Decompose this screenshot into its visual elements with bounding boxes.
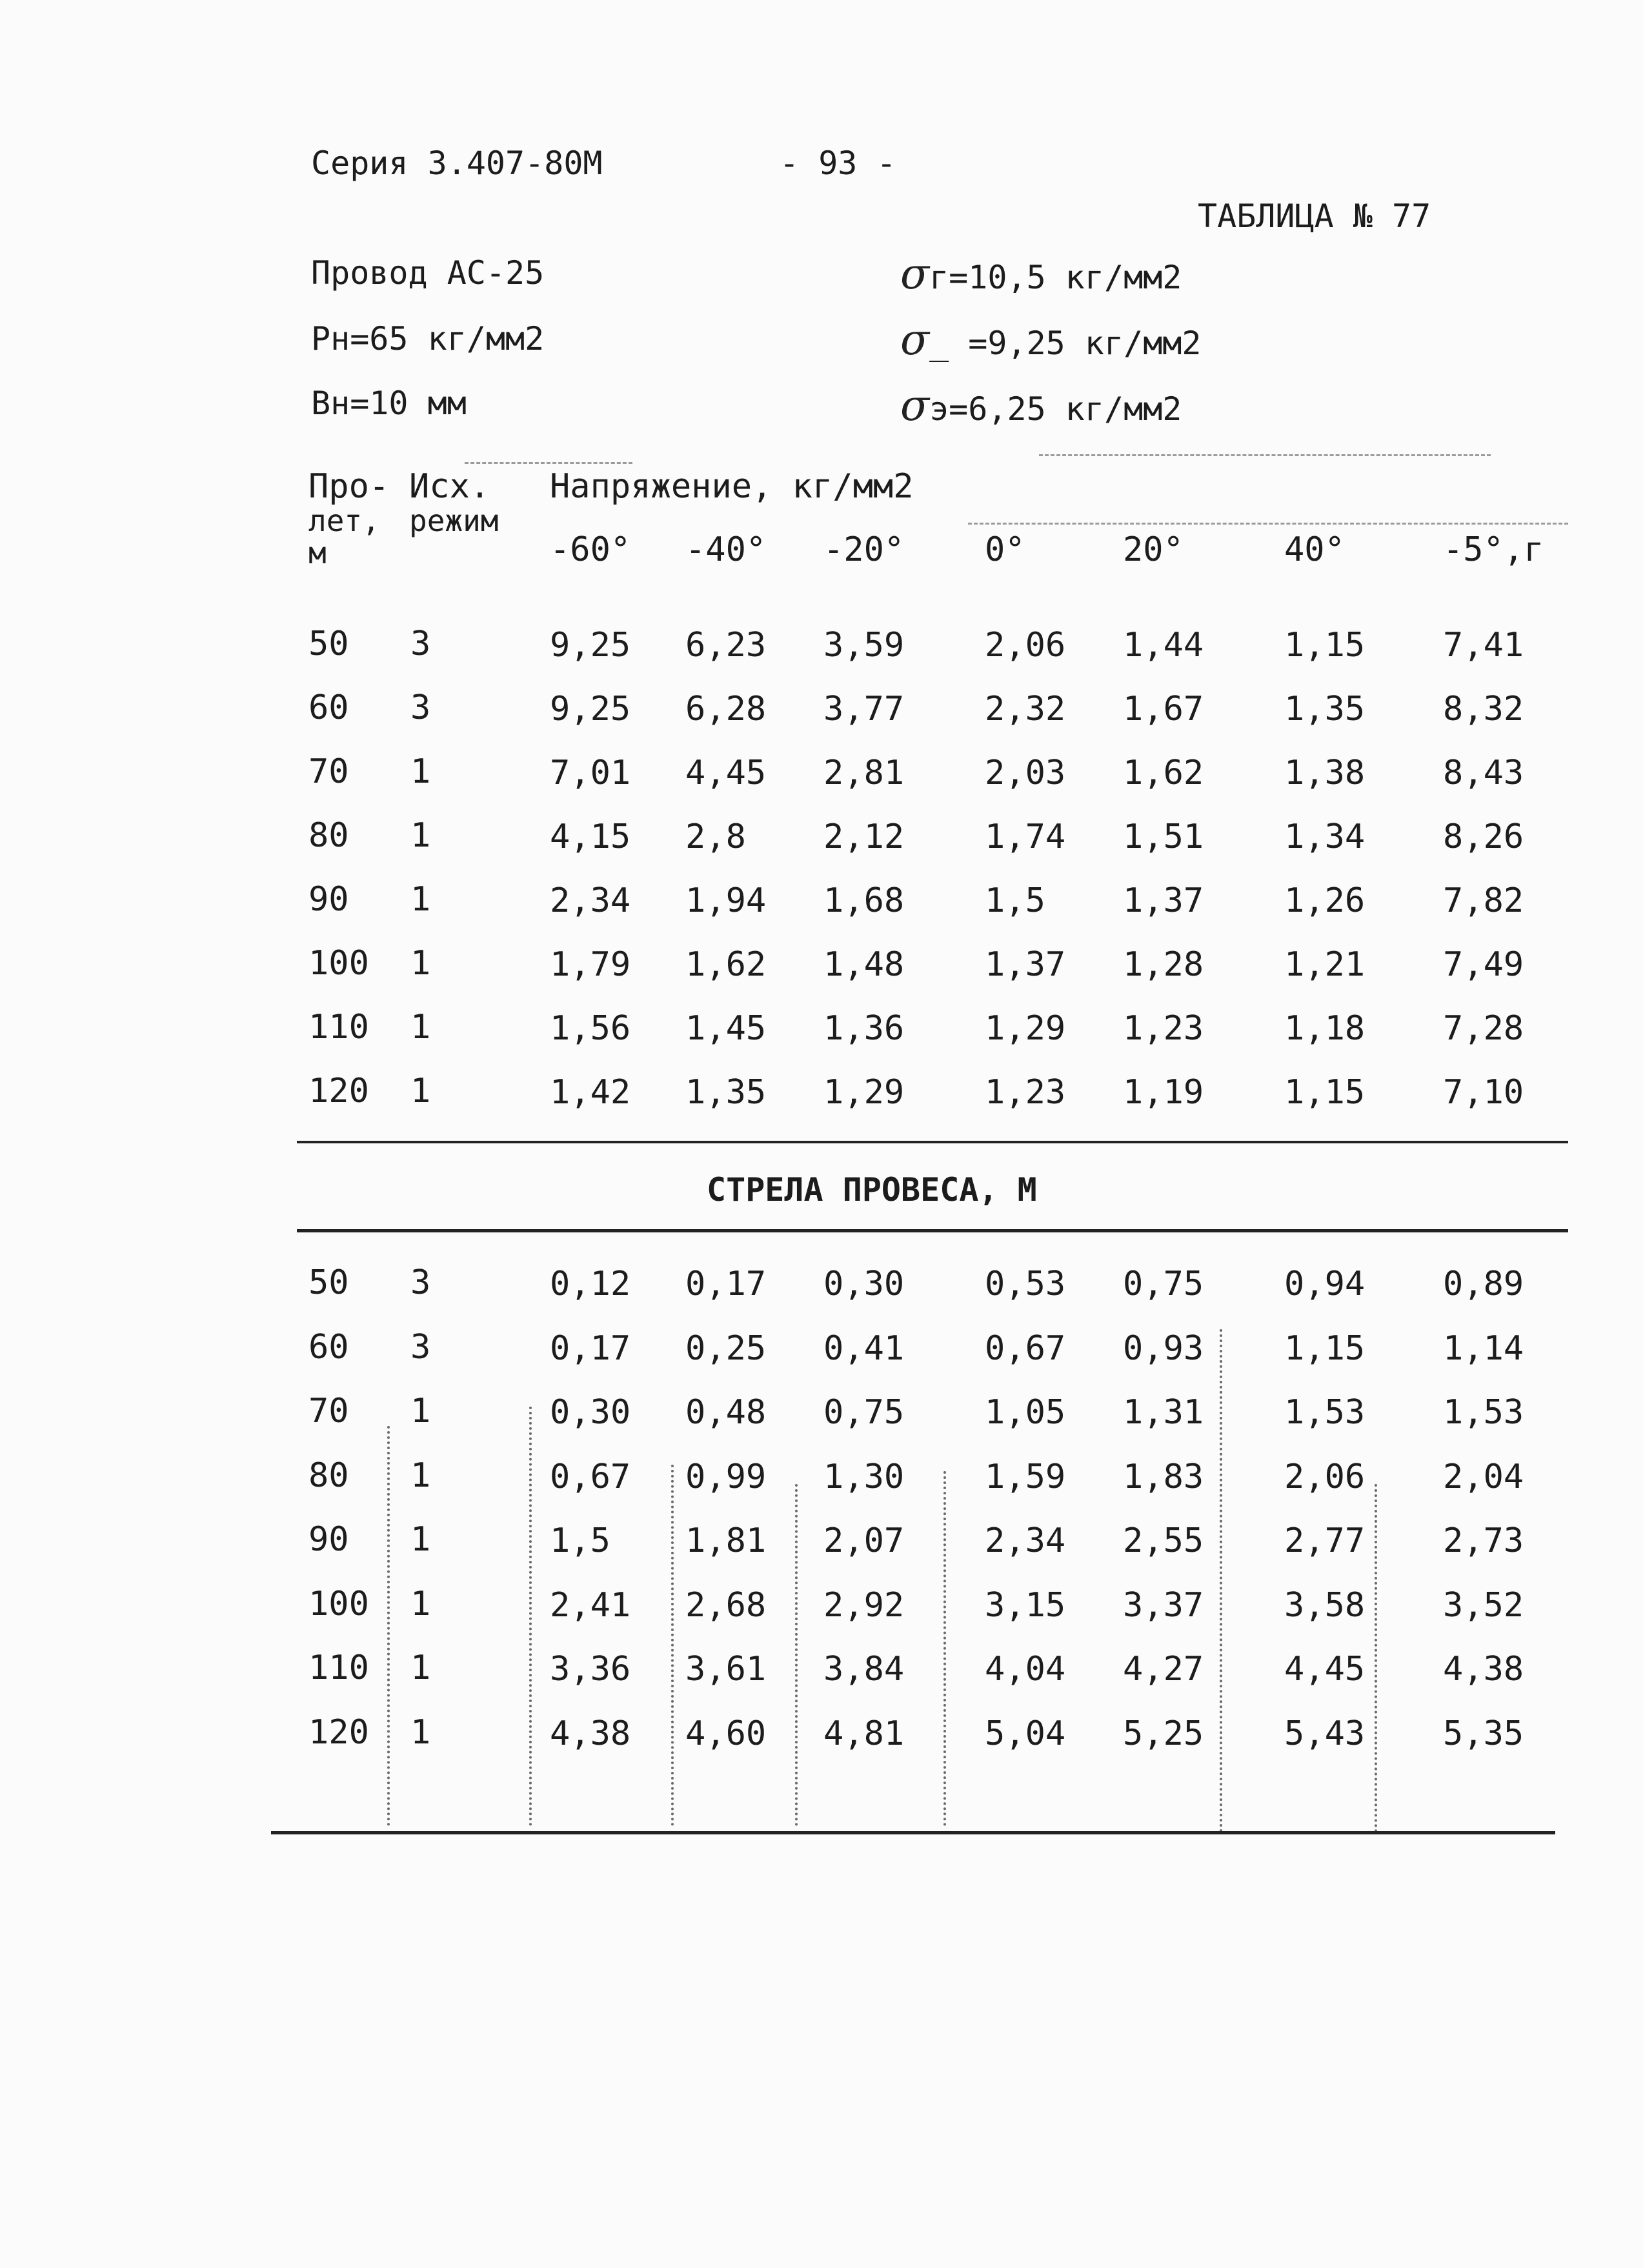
stress-value: 4,45 — [685, 754, 767, 792]
stress-value: 9,25 — [550, 626, 631, 665]
stress-value: 1,42 — [550, 1073, 631, 1112]
stress-value: 8,32 — [1443, 690, 1524, 728]
sag-value: 4,38 — [550, 1714, 631, 1753]
sag-value: 1,81 — [685, 1521, 767, 1560]
sag-value: 1,30 — [823, 1457, 905, 1496]
sag-value: 2,06 — [1284, 1457, 1366, 1496]
sag-value: 4,27 — [1123, 1650, 1204, 1689]
stress-value: 1,62 — [685, 945, 767, 984]
sag-value: 5,35 — [1443, 1714, 1524, 1753]
stress-span: 60 — [308, 688, 349, 727]
stress-mode: 3 — [410, 625, 431, 663]
sag-value: 1,53 — [1443, 1393, 1524, 1432]
sag-value: 0,12 — [550, 1265, 631, 1303]
sag-value: 0,25 — [685, 1329, 767, 1368]
stress-value: 1,15 — [1284, 626, 1366, 665]
sag-value: 0,75 — [823, 1393, 905, 1432]
stress-value: 1,68 — [823, 881, 905, 920]
sag-value: 1,31 — [1123, 1393, 1204, 1432]
stress-value: 1,29 — [985, 1009, 1066, 1048]
stress-value: 1,36 — [823, 1009, 905, 1048]
stress-value: 3,77 — [823, 690, 905, 728]
sag-span: 60 — [308, 1327, 349, 1367]
sag-value: 4,38 — [1443, 1650, 1524, 1689]
sag-value: 0,48 — [685, 1393, 767, 1432]
sag-value: 0,93 — [1123, 1329, 1204, 1368]
stress-value: 2,8 — [685, 818, 746, 856]
stress-value: 2,03 — [985, 754, 1066, 792]
span-header-line3: м — [308, 536, 327, 570]
stress-value: 1,19 — [1123, 1073, 1204, 1112]
stress-value: 9,25 — [550, 690, 631, 728]
sag-value: 2,77 — [1284, 1521, 1366, 1560]
stress-value: 1,21 — [1284, 945, 1366, 984]
sag-span: 80 — [308, 1456, 349, 1495]
stress-value: 1,67 — [1123, 690, 1204, 728]
mode-header-line2: режим — [409, 503, 499, 538]
stress-span: 70 — [308, 752, 349, 791]
stress-title: Напряжение, кг/мм2 — [550, 467, 914, 506]
sag-mode: 1 — [410, 1392, 431, 1430]
series-code: Серия 3.407-80М — [311, 145, 603, 182]
stress-value: 2,06 — [985, 626, 1066, 665]
stress-value: 6,23 — [685, 626, 767, 665]
sag-value: 0,89 — [1443, 1265, 1524, 1303]
temperature-header: 0° — [985, 530, 1025, 569]
sag-mode: 1 — [410, 1712, 431, 1752]
stress-value: 2,34 — [550, 881, 631, 920]
stress-value: 1,35 — [1284, 690, 1366, 728]
stress-value: 1,51 — [1123, 818, 1204, 856]
stress-span: 110 — [308, 1008, 369, 1047]
sag-value: 1,83 — [1123, 1457, 1204, 1496]
sag-span: 100 — [308, 1584, 369, 1623]
sigma-symbol: σ — [900, 381, 930, 430]
table-number: ТАБЛИЦА № 77 — [1198, 197, 1431, 235]
stress-value: 7,01 — [550, 754, 631, 792]
sigma-e-param — [900, 381, 1182, 430]
section-divider-top — [297, 1141, 1568, 1143]
sag-span: 70 — [308, 1392, 349, 1430]
temperature-header: -60° — [550, 530, 631, 569]
stress-span: 100 — [308, 944, 369, 983]
stress-mode: 1 — [410, 1072, 431, 1110]
stress-value: 2,32 — [985, 690, 1066, 728]
sag-value: 1,15 — [1284, 1329, 1366, 1368]
stress-value: 1,23 — [1123, 1009, 1204, 1048]
sigma-symbol: σ — [900, 315, 930, 365]
sag-value: 3,15 — [985, 1585, 1066, 1625]
sag-value: 0,99 — [685, 1457, 767, 1496]
sag-value: 0,17 — [685, 1265, 767, 1303]
stress-value: 7,41 — [1443, 626, 1524, 665]
page-number: - 93 - — [780, 145, 896, 182]
sag-value: 5,25 — [1123, 1714, 1204, 1753]
sag-value: 5,04 — [985, 1714, 1066, 1753]
stress-value: 1,26 — [1284, 881, 1366, 920]
stress-mode: 1 — [410, 752, 431, 791]
sag-mode: 1 — [410, 1456, 431, 1495]
sag-span: 90 — [308, 1520, 349, 1559]
sag-value: 1,05 — [985, 1393, 1066, 1432]
sag-value: 1,14 — [1443, 1329, 1524, 1368]
sag-value: 0,67 — [550, 1457, 631, 1496]
stress-value: 2,81 — [823, 754, 905, 792]
sag-span: 110 — [308, 1649, 369, 1687]
stress-value: 8,26 — [1443, 818, 1524, 856]
stress-value: 1,28 — [1123, 945, 1204, 984]
sag-value: 5,43 — [1284, 1714, 1366, 1753]
sag-mode: 3 — [410, 1327, 431, 1367]
sigma-minus-param — [900, 315, 1202, 365]
stress-span: 50 — [308, 625, 349, 663]
sag-value: 4,81 — [823, 1714, 905, 1753]
stress-value: 7,28 — [1443, 1009, 1524, 1048]
span-header-line1: Про- — [308, 467, 390, 506]
sag-value: 0,53 — [985, 1265, 1066, 1303]
sag-value: 2,07 — [823, 1521, 905, 1560]
sigma-e-value: э=6,25 кг/мм2 — [929, 390, 1182, 428]
stress-value: 1,48 — [823, 945, 905, 984]
stress-value: 1,23 — [985, 1073, 1066, 1112]
sag-value: 2,73 — [1443, 1521, 1524, 1560]
stress-value: 1,56 — [550, 1009, 631, 1048]
stress-mode: 1 — [410, 1008, 431, 1047]
sag-value: 0,41 — [823, 1329, 905, 1368]
span-header-line2: лет, — [308, 503, 380, 538]
sag-mode: 1 — [410, 1649, 431, 1687]
wire-type: Провод АС-25 — [311, 254, 545, 292]
sag-value: 0,30 — [823, 1265, 905, 1303]
stress-value: 7,10 — [1443, 1073, 1524, 1112]
sag-mode: 1 — [410, 1520, 431, 1559]
temperature-header: -40° — [685, 530, 767, 569]
stress-mode: 1 — [410, 944, 431, 983]
sag-value: 0,94 — [1284, 1265, 1366, 1303]
sag-span: 50 — [308, 1263, 349, 1302]
ice-thickness: Вн=10 мм — [311, 385, 467, 422]
stress-mode: 1 — [410, 816, 431, 855]
sag-value: 3,61 — [685, 1650, 767, 1689]
stress-value: 1,15 — [1284, 1073, 1366, 1112]
stress-value: 1,38 — [1284, 754, 1366, 792]
stress-value: 2,12 — [823, 818, 905, 856]
stress-value: 1,74 — [985, 818, 1066, 856]
sag-value: 3,37 — [1123, 1585, 1204, 1625]
stress-value: 1,45 — [685, 1009, 767, 1048]
stress-value: 7,82 — [1443, 881, 1524, 920]
temperature-header: -20° — [823, 530, 905, 569]
stress-mode: 3 — [410, 688, 431, 727]
sag-value: 2,68 — [685, 1585, 767, 1625]
stress-value: 3,59 — [823, 626, 905, 665]
sigma-minus-value: _ =9,25 кг/мм2 — [929, 325, 1202, 362]
sag-value: 2,92 — [823, 1585, 905, 1625]
sag-value: 1,53 — [1284, 1393, 1366, 1432]
sag-value: 3,36 — [550, 1650, 631, 1689]
temperature-header: 40° — [1284, 530, 1345, 569]
section-divider-bottom — [297, 1229, 1568, 1232]
sag-value: 3,52 — [1443, 1585, 1524, 1625]
wind-pressure: Рн=65 кг/мм2 — [311, 320, 545, 357]
stress-value: 8,43 — [1443, 754, 1524, 792]
stress-value: 1,37 — [985, 945, 1066, 984]
stress-mode: 1 — [410, 880, 431, 919]
sigma-g-param — [900, 249, 1182, 299]
sag-value: 0,30 — [550, 1393, 631, 1432]
sag-mode: 1 — [410, 1584, 431, 1623]
temperature-header: 20° — [1123, 530, 1184, 569]
stress-value: 1,94 — [685, 881, 767, 920]
sag-value: 2,41 — [550, 1585, 631, 1625]
sag-value: 4,60 — [685, 1714, 767, 1753]
table-bottom-rule — [271, 1831, 1555, 1834]
stress-value: 1,18 — [1284, 1009, 1366, 1048]
sag-value: 3,84 — [823, 1650, 905, 1689]
sag-value: 0,75 — [1123, 1265, 1204, 1303]
sag-value: 2,04 — [1443, 1457, 1524, 1496]
sag-value: 3,58 — [1284, 1585, 1366, 1625]
sag-value: 0,17 — [550, 1329, 631, 1368]
stress-value: 1,37 — [1123, 881, 1204, 920]
stress-value: 4,15 — [550, 818, 631, 856]
sag-value: 2,55 — [1123, 1521, 1204, 1560]
sag-value: 1,5 — [550, 1521, 610, 1560]
stress-value: 1,35 — [685, 1073, 767, 1112]
stress-value: 1,79 — [550, 945, 631, 984]
sag-span: 120 — [308, 1712, 369, 1752]
sag-value: 1,59 — [985, 1457, 1066, 1496]
temperature-header: -5°,г — [1443, 530, 1544, 569]
sigma-symbol: σ — [900, 249, 930, 299]
sag-mode: 3 — [410, 1263, 431, 1302]
stress-value: 1,34 — [1284, 818, 1366, 856]
stress-span: 90 — [308, 880, 349, 919]
mode-header-line1: Исх. — [409, 467, 490, 506]
sag-value: 4,04 — [985, 1650, 1066, 1689]
stress-value: 7,49 — [1443, 945, 1524, 984]
sag-value: 0,67 — [985, 1329, 1066, 1368]
stress-span: 120 — [308, 1072, 369, 1110]
stress-value: 1,44 — [1123, 626, 1204, 665]
sag-section-title: СТРЕЛА ПРОВЕСА, М — [707, 1171, 1037, 1209]
sag-value: 2,34 — [985, 1521, 1066, 1560]
sigma-g-value: г=10,5 кг/мм2 — [929, 259, 1182, 296]
stress-value: 1,62 — [1123, 754, 1204, 792]
stress-value: 6,28 — [685, 690, 767, 728]
stress-value: 1,29 — [823, 1073, 905, 1112]
sag-value: 4,45 — [1284, 1650, 1366, 1689]
stress-span: 80 — [308, 816, 349, 855]
stress-value: 1,5 — [985, 881, 1045, 920]
